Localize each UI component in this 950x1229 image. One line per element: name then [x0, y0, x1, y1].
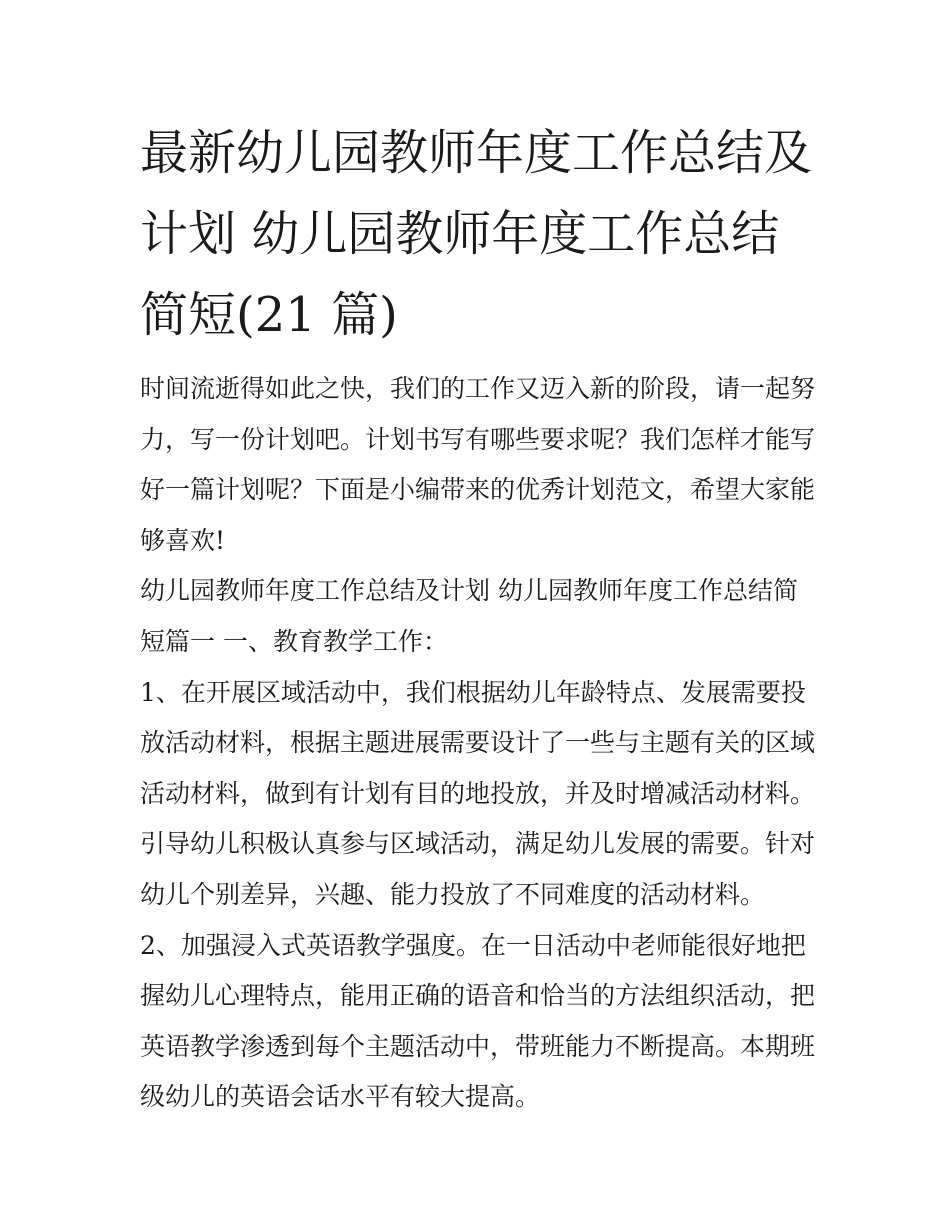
document-page — [140, 0, 816, 1123]
intro-paragraph: 时间流逝得如此之快，我们的工作又迈入新的阶段，请一起努力，写一份计划吧。计划书写有哪些要求呢？我们怎样才能写好一篇计划呢？下面是小编带来的优秀计划范文，希望大家能够喜欢! — [140, 374, 816, 555]
body-paragraph-1: 1、在开展区域活动中，我们根据幼儿年龄特点、发展需要投放活动材料，根据主题进展需要设计了一些与主题有关的区域活动材料，做到有计划有目的地投放，并及时增减活动材料。引导幼儿积极认真参与区域活动，满足幼儿发展的需要。针对幼儿个别差异，兴趣、能力投放了不同难度的活动材料。 — [140, 677, 816, 909]
section-heading-paragraph: 幼儿园教师年度工作总结及计划 幼儿园教师年度工作总结简短篇一 一、教育教学工作： — [140, 576, 798, 656]
document-title: 最新幼儿园教师年度工作总结及计划 幼儿园教师年度工作总结简短(21 篇) — [140, 125, 813, 343]
body-paragraph-2: 2、加强浸入式英语教学强度。在一日活动中老师能很好地把握幼儿心理特点，能用正确的语音和恰当的方法组织活动，把英语教学渗透到每个主题活动中，带班能力不断提高。本期班级幼儿的英语会话水平有较大提高。 — [140, 930, 816, 1112]
